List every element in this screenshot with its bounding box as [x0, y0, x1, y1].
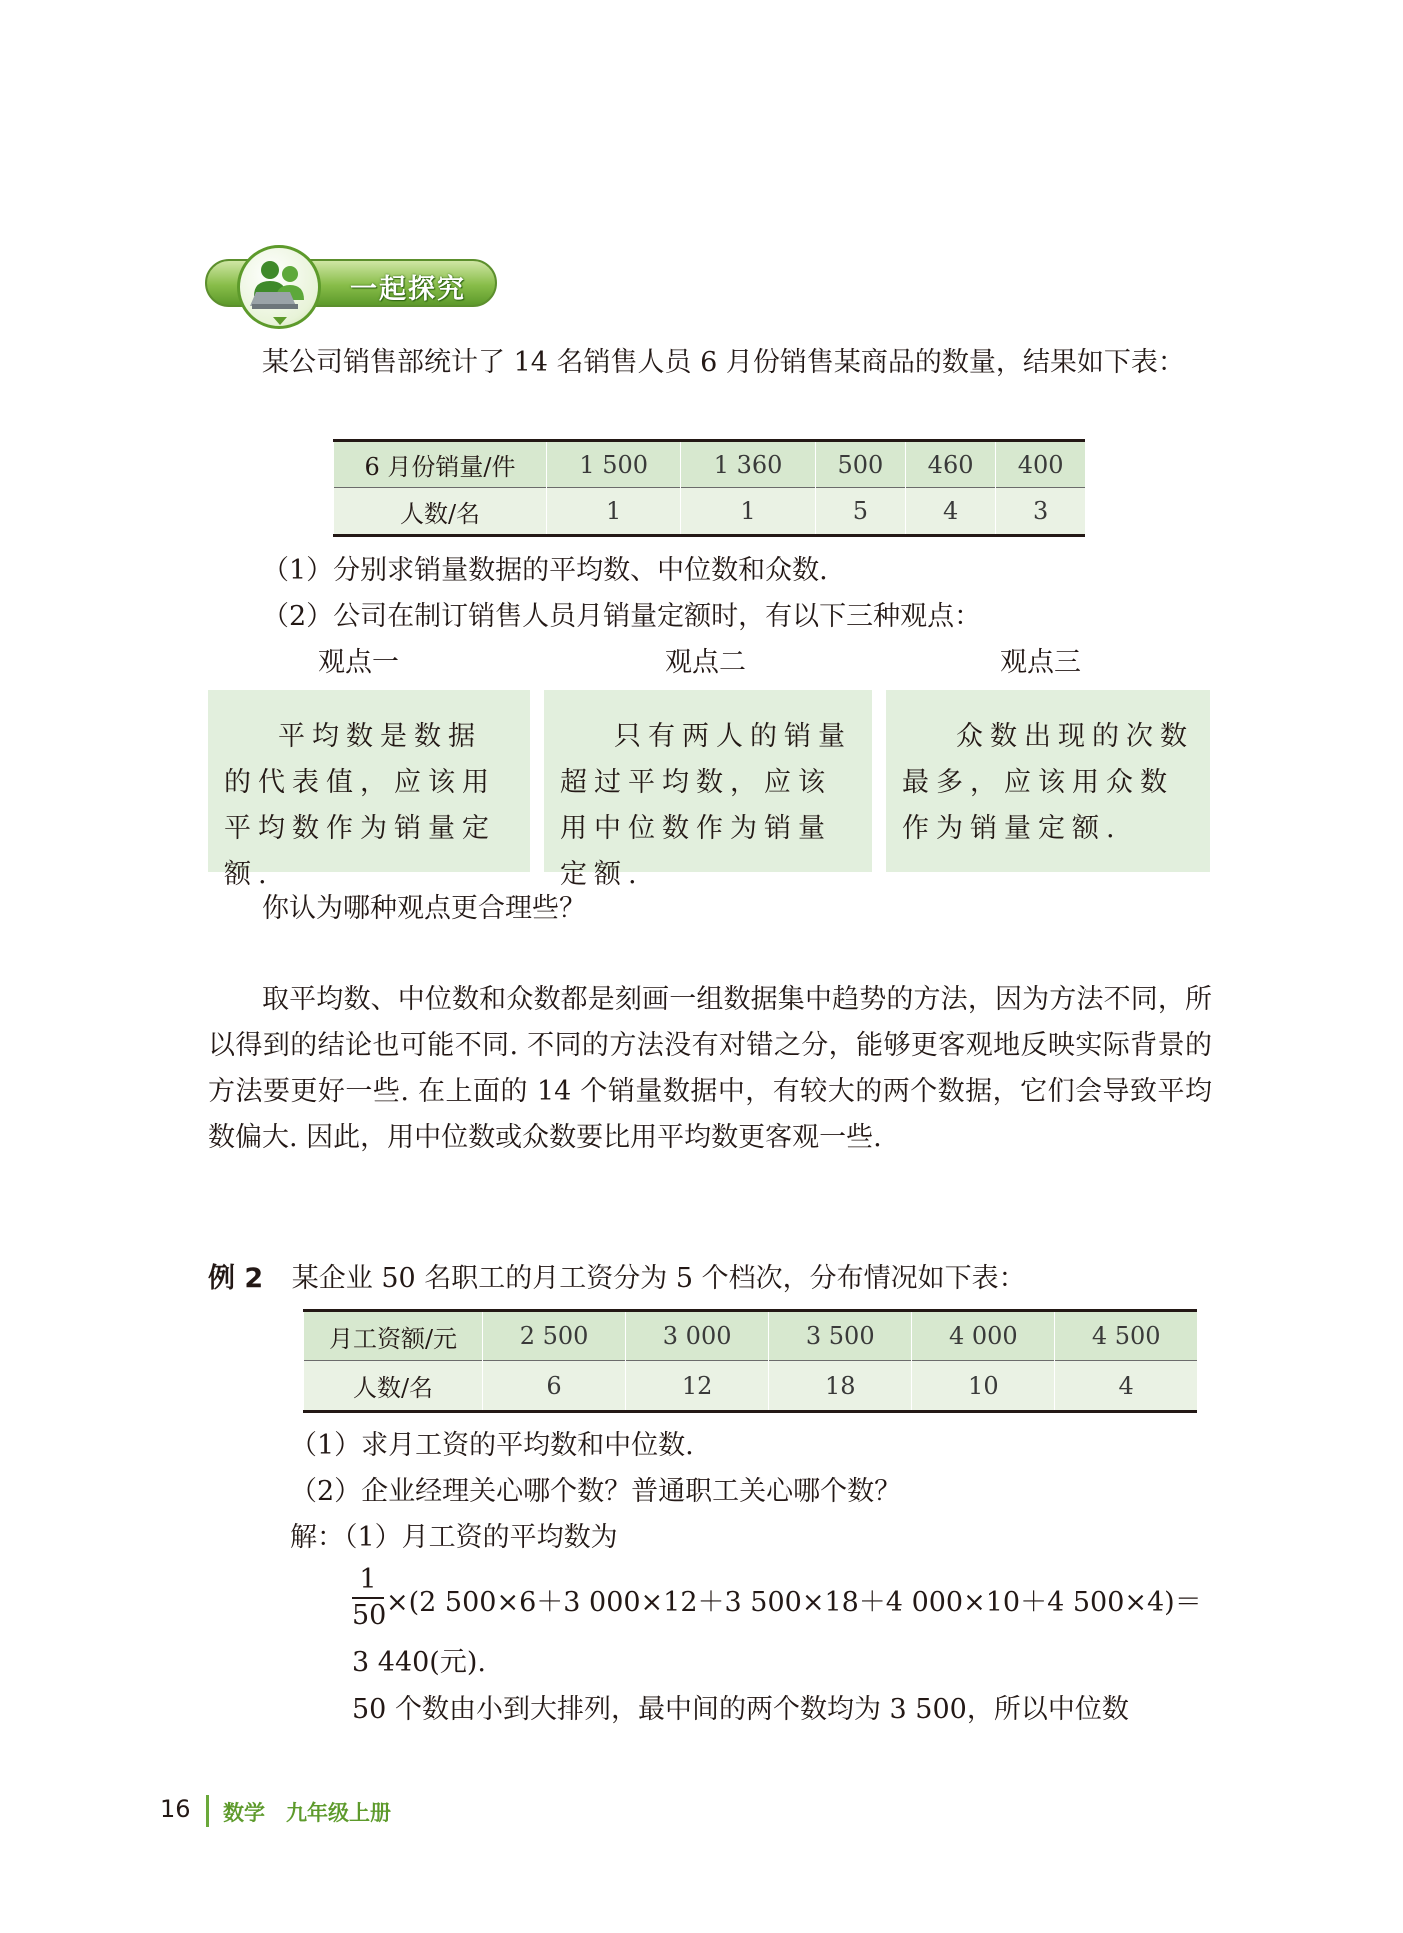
table-cell: 4 000: [912, 1311, 1055, 1361]
table-cell: 3 000: [626, 1311, 769, 1361]
table-cell: 500: [815, 441, 905, 488]
table-header-cell: 月工资额/元: [304, 1311, 483, 1361]
badge-arrow-icon: [273, 317, 287, 325]
view-box-1: 平均数是数据的代表值，应该用平均数作为销量定额.: [208, 690, 530, 872]
salary-table: [303, 1309, 1197, 1413]
example-question-1: （1）求月工资的平均数和中位数.: [290, 1430, 694, 1461]
footer-divider: [206, 1795, 209, 1827]
view-box-3: 众数出现的次数最多，应该用众数作为销量定额.: [886, 690, 1210, 872]
page-number: 16: [160, 1795, 191, 1823]
table-cell: 5: [815, 488, 905, 536]
table-cell: 6: [483, 1361, 626, 1412]
section-badge: [205, 245, 505, 331]
intro-paragraph: 某公司销售部统计了 14 名销售人员 6 月份销售某商品的数量，结果如下表：: [262, 347, 1185, 378]
median-text: 50 个数由小到大排列，最中间的两个数均为 3 500，所以中位数: [352, 1694, 1129, 1725]
view-title-1: 观点一: [318, 647, 399, 678]
solution-intro: 解：（1）月工资的平均数为: [290, 1522, 618, 1553]
table-row-label: 人数/名: [334, 488, 547, 536]
table-cell: 3: [996, 488, 1085, 536]
solution-result: 3 440(元).: [352, 1647, 486, 1678]
example-heading: [208, 1256, 1218, 1302]
fraction-denominator: 50: [352, 1600, 387, 1631]
table-cell: 12: [626, 1361, 769, 1412]
table-row-label: 人数/名: [304, 1361, 483, 1412]
fraction-bar: [352, 1597, 384, 1599]
view-box-2: 只有两人的销量超过平均数，应该用中位数作为销量定额.: [544, 690, 872, 872]
badge-label: 一起探究: [350, 274, 466, 305]
table-cell: 4: [905, 488, 995, 536]
sales-table: [333, 439, 1085, 537]
table-cell: 1 360: [681, 441, 815, 488]
table-cell: 400: [996, 441, 1085, 488]
table-cell: 18: [769, 1361, 912, 1412]
example-question-2: （2）企业经理关心哪个数？普通职工关心哪个数？: [290, 1476, 902, 1507]
example-text: 某企业 50 名职工的月工资分为 5 个档次，分布情况如下表：: [291, 1263, 1026, 1294]
table-cell: 1 500: [547, 441, 681, 488]
table-cell: 4: [1055, 1361, 1197, 1412]
table-cell: 3 500: [769, 1311, 912, 1361]
table-cell: 1: [681, 488, 815, 536]
book-title: 数学 九年级上册: [223, 1801, 391, 1825]
question-1: （1）分别求销量数据的平均数、中位数和众数.: [262, 555, 828, 586]
example-label: 例 2: [208, 1263, 264, 1294]
table-cell: 4 500: [1055, 1311, 1197, 1361]
table-cell: 1: [547, 488, 681, 536]
discussion-paragraph: 取平均数、中位数和众数都是刻画一组数据集中趋势的方法，因为方法不同，所以得到的结论也可能不同. 不同的方法没有对错之分，能够更客观地反映实际背景的方法要更好一些. 在上面的 14 个销量数据中，有较大的两个数据，它们会导致平均数偏大. 因此，用中位数或众数要比用平均数更客观一些.: [208, 984, 1212, 1153]
table-header-cell: 6 月份销量/件: [334, 441, 547, 488]
fraction: [352, 1564, 387, 1631]
fraction-numerator: 1: [359, 1564, 377, 1595]
question-prompt: 你认为哪种观点更合理些？: [262, 893, 586, 924]
view-title-3: 观点三: [1000, 647, 1081, 678]
solution-expression: ×(2 500×6＋3 000×12＋3 500×18＋4 000×10＋4 500×4)＝: [386, 1587, 1202, 1618]
view-title-2: 观点二: [665, 647, 746, 678]
table-cell: 10: [912, 1361, 1055, 1412]
table-cell: 460: [905, 441, 995, 488]
question-2: （2）公司在制订销售人员月销量定额时，有以下三种观点：: [262, 601, 982, 632]
table-cell: 2 500: [483, 1311, 626, 1361]
